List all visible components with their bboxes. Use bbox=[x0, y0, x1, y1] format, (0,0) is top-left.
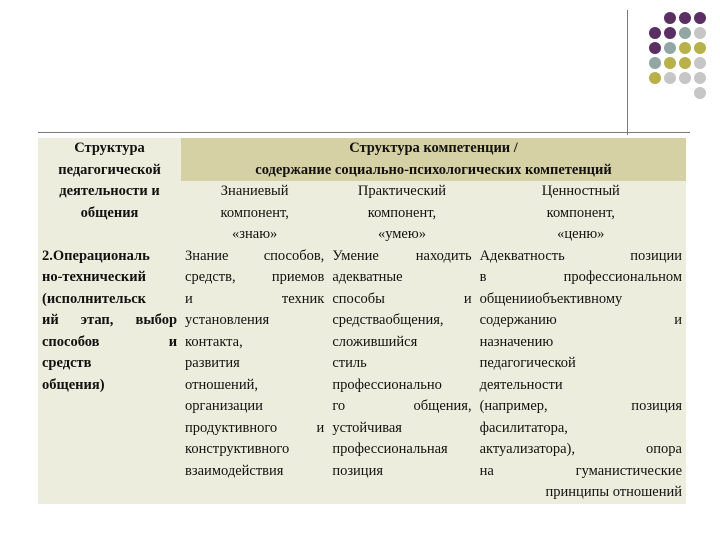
col1-header: Структура педагогической деятельности и общения bbox=[38, 138, 181, 246]
decorative-dot bbox=[649, 27, 661, 39]
decorative-dot bbox=[694, 87, 706, 99]
decorative-dot bbox=[694, 42, 706, 54]
decorative-dot-grid bbox=[645, 8, 715, 118]
cell-knowledge: Знание способов, средств, приемов и техник установления контакта, развития отношений, организации продуктивного и конструктивного взаимодействия bbox=[181, 246, 328, 504]
decorative-dot bbox=[649, 42, 661, 54]
decorative-dot bbox=[664, 72, 676, 84]
subheader-value: Ценностный компонент, «ценю» bbox=[476, 181, 686, 246]
subheader-practical: Практический компонент, «умею» bbox=[328, 181, 475, 246]
decorative-dot bbox=[679, 72, 691, 84]
horizontal-divider bbox=[38, 132, 690, 133]
row-label: 2.Операциональ но-технический (исполнительск ий этап, выбор способов и средств общения) bbox=[38, 246, 181, 504]
competence-structure-table bbox=[38, 138, 686, 504]
decorative-dot bbox=[694, 27, 706, 39]
decorative-dot bbox=[664, 27, 676, 39]
vertical-divider bbox=[627, 10, 628, 135]
decorative-dot bbox=[664, 12, 676, 24]
decorative-dot bbox=[679, 27, 691, 39]
decorative-dot bbox=[679, 57, 691, 69]
cell-practical: Умение находить адекватные способы и средстваобщения, сложившийся стиль профессионально го общения, устойчивая профессиональная позиция bbox=[328, 246, 475, 504]
decorative-dot bbox=[649, 57, 661, 69]
decorative-dot bbox=[694, 57, 706, 69]
decorative-dot bbox=[649, 72, 661, 84]
cell-value: Адекватность позиции в профессиональном общенииобъективному содержанию и назначению педагогической деятельности (например, позиция фасилитатора, актуализатора), опора на гуманистические принципы отношений bbox=[476, 246, 686, 504]
subheader-knowledge: Знаниевый компонент, «знаю» bbox=[181, 181, 328, 246]
decorative-dot bbox=[664, 42, 676, 54]
decorative-dot bbox=[679, 42, 691, 54]
decorative-dot bbox=[694, 12, 706, 24]
decorative-dot bbox=[679, 12, 691, 24]
decorative-dot bbox=[664, 57, 676, 69]
span-header: Структура компетенции / содержание социально-психологических компетенций bbox=[181, 138, 686, 181]
decorative-dot bbox=[694, 72, 706, 84]
